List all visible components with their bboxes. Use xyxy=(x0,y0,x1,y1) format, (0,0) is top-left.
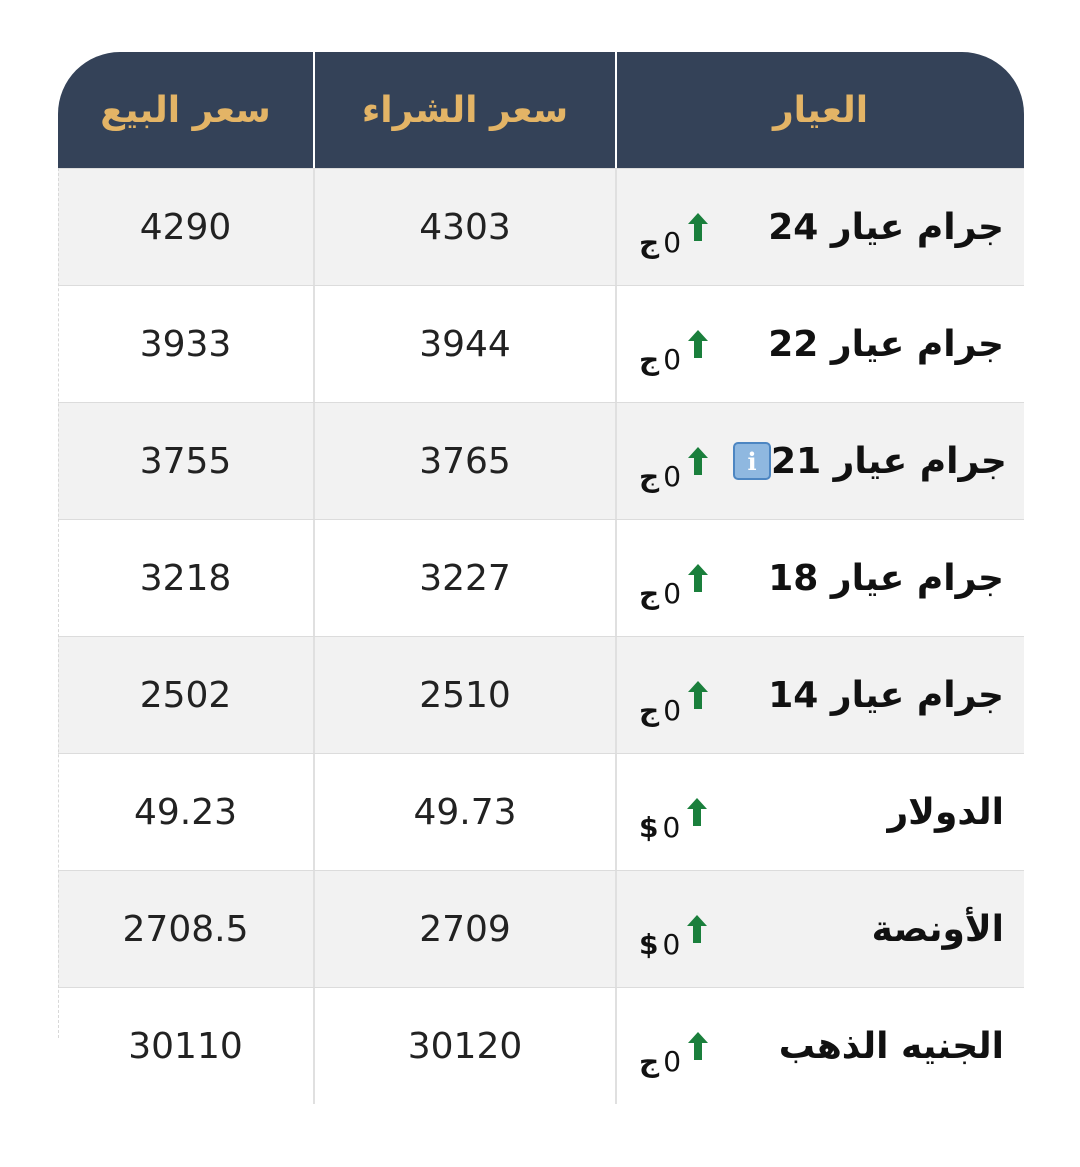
change-group xyxy=(639,431,771,491)
price-change xyxy=(639,328,711,374)
sell-price: 4290 xyxy=(139,206,232,248)
header-karat: العيار xyxy=(615,52,1024,168)
change-group xyxy=(639,782,710,842)
table-row xyxy=(58,753,1024,870)
karat-name: الجنيه الذهب xyxy=(778,1025,1004,1067)
buy-price: 3227 xyxy=(313,520,615,636)
buy-price: 4303 xyxy=(313,169,615,285)
table-header xyxy=(58,52,1024,168)
buy-price: 3944 xyxy=(313,286,615,402)
price-change xyxy=(639,1030,711,1076)
arrow-up-icon xyxy=(684,913,710,945)
change-group xyxy=(639,665,711,725)
gold-price-table xyxy=(58,52,1024,1104)
currency-symbol: ج xyxy=(639,343,660,376)
price-change xyxy=(639,796,710,842)
sell-price: 3933 xyxy=(139,323,232,365)
table-body xyxy=(58,168,1024,1104)
table-row xyxy=(58,519,1024,636)
sell-price: 3218 xyxy=(139,557,232,599)
info-icon[interactable]: i xyxy=(733,442,771,480)
change-value: 0 xyxy=(663,460,682,493)
buy-price: 2709 xyxy=(313,871,615,987)
arrow-up-icon xyxy=(685,211,711,243)
karat-name: جرام عيار 14 xyxy=(768,674,1004,716)
price-change xyxy=(639,445,711,491)
header-sell-price: سعر البيع xyxy=(100,89,271,131)
sell-price: 30110 xyxy=(128,1025,243,1067)
table-row xyxy=(58,168,1024,285)
change-value: 0 xyxy=(663,1045,682,1078)
price-change xyxy=(639,913,710,959)
currency-symbol: ج xyxy=(639,577,660,610)
karat-name: جرام عيار 22 xyxy=(768,323,1004,365)
sell-price: 49.23 xyxy=(133,791,238,833)
price-change xyxy=(639,562,711,608)
currency-symbol: $ xyxy=(639,928,659,961)
table-row xyxy=(58,402,1024,519)
karat-name: الدولار xyxy=(887,791,1004,833)
change-group xyxy=(639,197,711,257)
table-row xyxy=(58,870,1024,987)
sell-price: 3755 xyxy=(139,440,232,482)
karat-cell xyxy=(615,754,1024,870)
karat-cell xyxy=(615,871,1024,987)
change-group xyxy=(639,1016,711,1076)
table-row xyxy=(58,636,1024,753)
karat-cell xyxy=(615,286,1024,402)
arrow-up-icon xyxy=(685,328,711,360)
change-group xyxy=(639,899,710,959)
table-row xyxy=(58,285,1024,402)
header-buy-price: سعر الشراء xyxy=(313,52,615,168)
price-change xyxy=(639,211,711,257)
karat-name: جرام عيار 24 xyxy=(768,206,1004,248)
table-left-edge xyxy=(58,168,59,1038)
sell-price: 2708.5 xyxy=(122,908,249,950)
change-value: 0 xyxy=(662,928,681,961)
karat-cell xyxy=(615,637,1024,753)
price-change xyxy=(639,679,711,725)
arrow-up-icon xyxy=(685,562,711,594)
arrow-up-icon xyxy=(684,796,710,828)
arrow-up-icon xyxy=(685,1030,711,1062)
karat-cell xyxy=(615,520,1024,636)
karat-name: الأونصة xyxy=(871,908,1004,950)
karat-name: جرام عيار 21 xyxy=(771,440,1007,482)
buy-price: 3765 xyxy=(313,403,615,519)
currency-symbol: $ xyxy=(639,811,659,844)
currency-symbol: ج xyxy=(639,226,660,259)
change-value: 0 xyxy=(663,577,682,610)
arrow-up-icon xyxy=(685,679,711,711)
buy-price: 30120 xyxy=(313,988,615,1104)
sell-price: 2502 xyxy=(139,674,232,716)
currency-symbol: ج xyxy=(639,460,660,493)
change-value: 0 xyxy=(663,343,682,376)
currency-symbol: ج xyxy=(639,694,660,727)
karat-name: جرام عيار 18 xyxy=(768,557,1004,599)
table-row xyxy=(58,987,1024,1104)
arrow-up-icon xyxy=(685,445,711,477)
karat-cell xyxy=(615,403,1024,519)
change-value: 0 xyxy=(663,694,682,727)
change-group xyxy=(639,314,711,374)
buy-price: 49.73 xyxy=(313,754,615,870)
buy-price: 2510 xyxy=(313,637,615,753)
karat-cell xyxy=(615,169,1024,285)
change-group xyxy=(639,548,711,608)
change-value: 0 xyxy=(663,226,682,259)
karat-cell xyxy=(615,988,1024,1104)
change-value: 0 xyxy=(662,811,681,844)
currency-symbol: ج xyxy=(639,1045,660,1078)
